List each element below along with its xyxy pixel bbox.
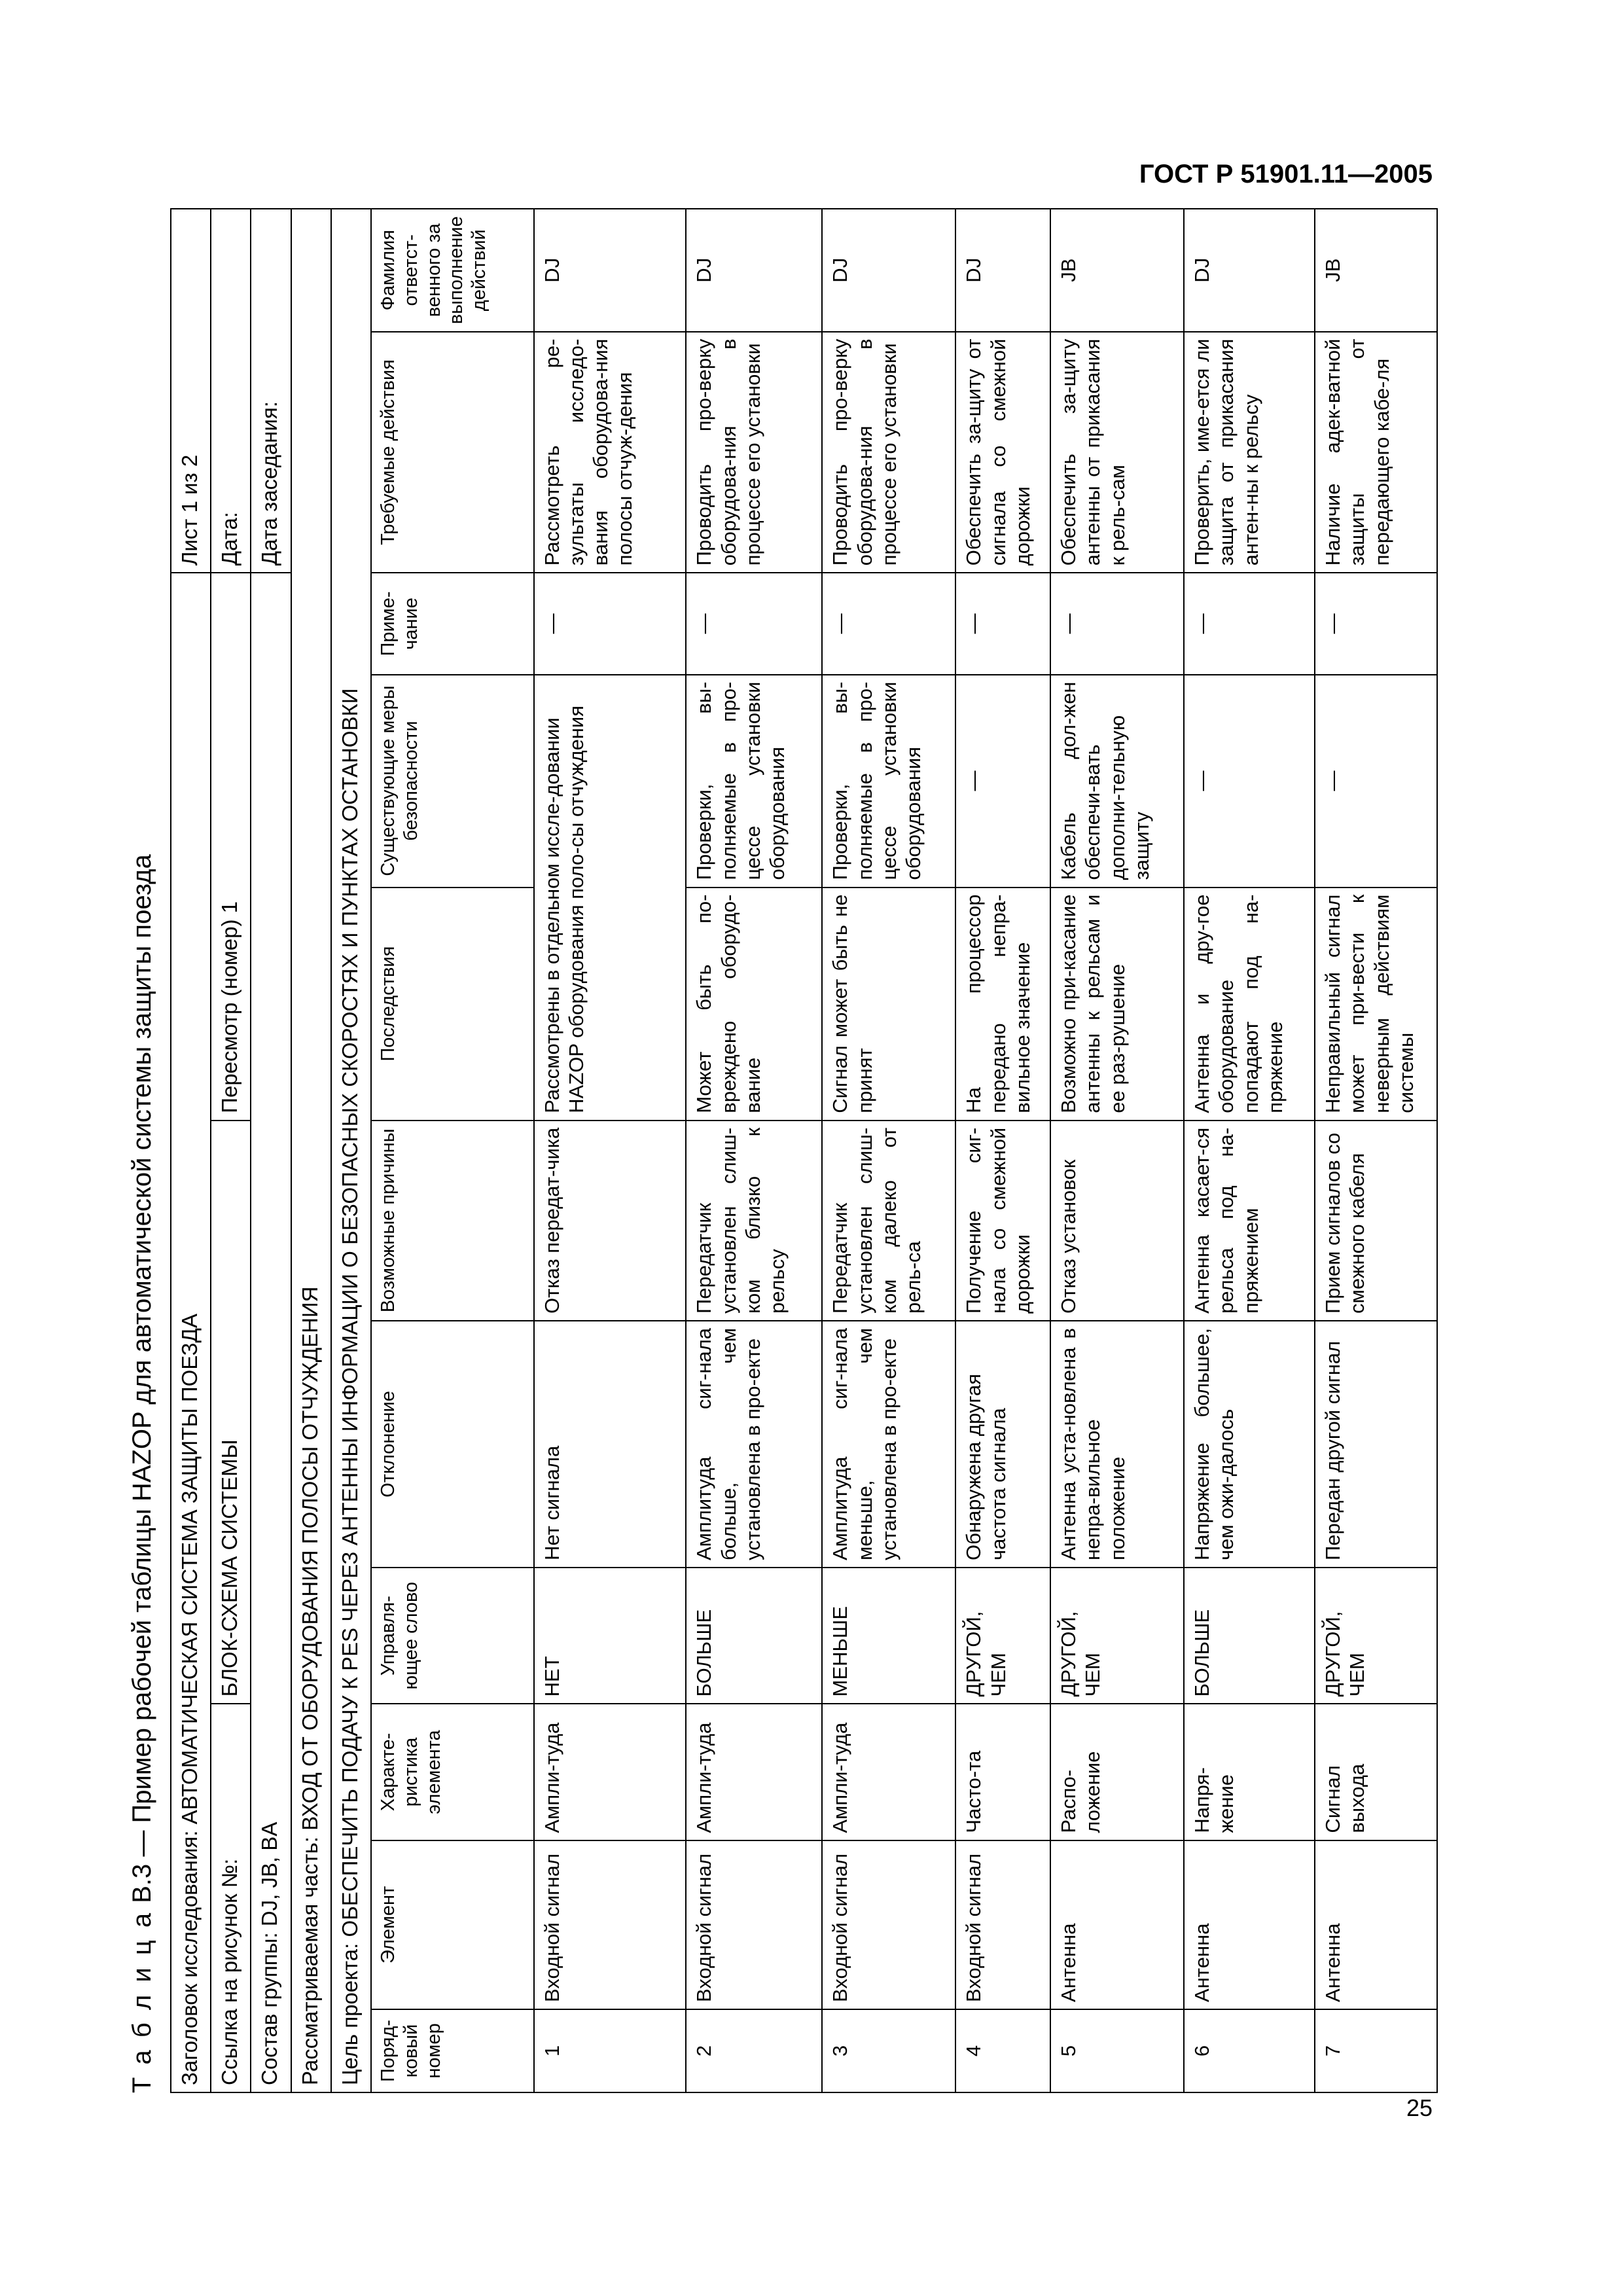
note-cell: — (1184, 573, 1315, 674)
caption-prefix: Т а б л и ц а (128, 1910, 156, 2093)
sheet-number: Лист 1 из 2 (171, 209, 211, 573)
deviation-cell: Напряжение большее, чем ожи-далось (1184, 1321, 1315, 1568)
guide-word-cell: НЕТ (534, 1568, 687, 1704)
deviation-cell: Обнаружена другая частота сигнала (955, 1321, 1050, 1568)
note-cell: — (1315, 573, 1437, 674)
note-cell: — (955, 573, 1050, 674)
causes-cell: Отказ передат-чика (534, 1121, 687, 1321)
row-number: 1 (534, 2009, 687, 2092)
attribute-cell: Ампли-туда (534, 1704, 687, 1840)
guide-word-cell: МЕНЬШЕ (822, 1568, 955, 1704)
table-row (822, 209, 955, 2092)
element-cell: Входной сигнал (955, 1840, 1050, 2009)
element-cell: Входной сигнал (822, 1840, 955, 2009)
table-row (1315, 209, 1437, 2092)
responsible-cell: DJ (534, 209, 687, 332)
guide-word-cell: ДРУГОЙ, ЧЕМ (1050, 1568, 1184, 1704)
page-number: 25 (1406, 2094, 1433, 2121)
causes-cell: Передатчик установлен слиш-ком близко к рельсу (686, 1121, 822, 1321)
guide-word-cell: БОЛЬШЕ (686, 1568, 822, 1704)
col-header: Элемент (371, 1840, 534, 2009)
col-header: Приме-чание (371, 573, 534, 674)
safeguards-cell: — (1184, 675, 1315, 888)
consequences-cell: Сигнал может быть не принят (822, 888, 955, 1121)
deviation-cell: Амплитуда сиг-нала больше, чем установлена в про-екте (686, 1321, 822, 1568)
table-row (534, 209, 687, 2092)
responsible-cell: DJ (686, 209, 822, 332)
responsible-cell: DJ (822, 209, 955, 332)
actions-cell: Обеспечить за-щиту от сигнала со смежной дорожки (955, 332, 1050, 573)
row-number: 2 (686, 2009, 822, 2092)
attribute-cell: Ампли-туда (822, 1704, 955, 1840)
consequences-cell: На процессор передано непра-вильное значение (955, 888, 1050, 1121)
row-number: 3 (822, 2009, 955, 2092)
safeguards-cell: — (955, 675, 1050, 888)
note-cell: — (822, 573, 955, 674)
element-cell: Антенна (1315, 1840, 1437, 2009)
deviation-cell: Антенна уста-новлена в непра-вильное положение (1050, 1321, 1184, 1568)
design-intent: Цель проекта: ОБЕСПЕЧИТЬ ПОДАЧУ К PES ЧЕРЕЗ АНТЕННЫ ИНФОРМАЦИИ О БЕЗОПАСНЫХ СКОРОСТЯХ И ПУНКТАХ ОСТАНОВКИ (331, 209, 371, 2092)
caption-text: В.3 — Пример рабочей таблицы HAZOP для автоматической системы защиты поезда (128, 854, 156, 1910)
col-header: Характе-ристика элемента (371, 1704, 534, 1840)
deviation-cell: Амплитуда сиг-нала меньше, чем установлена в про-екте (822, 1321, 955, 1568)
attribute-cell: Ампли-туда (686, 1704, 822, 1840)
element-cell: Антенна (1184, 1840, 1315, 2009)
row-number: 5 (1050, 2009, 1184, 2092)
guide-word-cell: БОЛЬШЕ (1184, 1568, 1315, 1704)
causes-cell: Прием сигналов со смежного кабеля (1315, 1121, 1437, 1321)
row-number: 6 (1184, 2009, 1315, 2092)
revision: Пересмотр (номер) 1 (211, 573, 251, 1120)
row-number: 7 (1315, 2009, 1437, 2092)
note-cell: — (686, 573, 822, 674)
row-number: 4 (955, 2009, 1050, 2092)
consequences-cell: Может быть по-вреждено оборудо-вание (686, 888, 822, 1121)
element-cell: Входной сигнал (686, 1840, 822, 2009)
responsible-cell: JB (1315, 209, 1437, 332)
part-considered: Рассматриваемая часть: ВХОД ОТ ОБОРУДОВАНИЯ ПОЛОСЫ ОТЧУЖДЕНИЯ (291, 209, 331, 2092)
consequences-cell: Неправильный сигнал может при-вести к неверным действиям системы (1315, 888, 1437, 1121)
responsible-cell: DJ (1184, 209, 1315, 332)
col-header: Поряд-ковый номер (371, 2009, 534, 2092)
actions-cell: Проводить про-верку оборудова-ния в процессе его установки (822, 332, 955, 573)
causes-cell: Передатчик установлен слиш-ком далеко от рель-са (822, 1121, 955, 1321)
date: Дата: (211, 209, 251, 573)
study-title: Заголовок исследования: АВТОМАТИЧЕСКАЯ СИСТЕМА ЗАЩИТЫ ПОЕЗДА (171, 573, 211, 2092)
consequences-cell: Рассмотрены в отдельном иссле-довании HAZOP оборудования поло-сы отчуждения (534, 675, 687, 1121)
table-row (686, 209, 822, 2092)
safeguards-cell: Проверки, вы-полняемые в про-цессе установки оборудования (822, 675, 955, 888)
col-header: Возможные причины (371, 1121, 534, 1321)
deviation-cell: Передан другой сигнал (1315, 1321, 1437, 1568)
causes-cell: Антенна касает-ся рельса под на-пряжением (1184, 1121, 1315, 1321)
element-cell: Входной сигнал (534, 1840, 687, 2009)
table-row (1184, 209, 1315, 2092)
actions-cell: Рассмотреть ре-зультаты исследо-вания оборудова-ния полосы отчуж-дения (534, 332, 687, 573)
responsible-cell: JB (1050, 209, 1184, 332)
col-header: Последствия (371, 888, 534, 1121)
attribute-cell: Сигнал выхода (1315, 1704, 1437, 1840)
hazop-table (170, 208, 1438, 2093)
guide-word-cell: ДРУГОЙ, ЧЕМ (1315, 1568, 1437, 1704)
col-header: Управля-ющее слово (371, 1568, 534, 1704)
causes-cell: Получение сиг-нала со смежной дорожки (955, 1121, 1050, 1321)
rotated-table-block (114, 195, 1438, 2093)
attribute-cell: Распо-ложение (1050, 1704, 1184, 1840)
safeguards-cell: — (1315, 675, 1437, 888)
actions-cell: Проверить, име-ется ли защита от прикасания антен-ны к рельсу (1184, 332, 1315, 573)
table-row (1050, 209, 1184, 2092)
guide-word-cell: ДРУГОЙ, ЧЕМ (955, 1568, 1050, 1704)
col-header: Существующие меры безопасности (371, 675, 534, 888)
document-header: ГОСТ Р 51901.11—2005 (1139, 160, 1433, 188)
drawing-name: БЛОК-СХЕМА СИСТЕМЫ (211, 1121, 251, 1704)
col-header: Отклонение (371, 1321, 534, 1568)
consequences-cell: Антенна и дру-гое оборудование попадают под на-пряжение (1184, 888, 1315, 1121)
actions-cell: Проводить про-верку оборудова-ния в процессе его установки (686, 332, 822, 573)
team: Состав группы: DJ, JB, BA (251, 573, 291, 2092)
col-header: Фамилия ответст-венного за выполнение действий (371, 209, 534, 332)
col-header: Требуемые действия (371, 332, 534, 573)
attribute-cell: Часто-та (955, 1704, 1050, 1840)
consequences-cell: Возможно при-касание антенны к рельсам и ее раз-рушение (1050, 888, 1184, 1121)
note-cell: — (534, 573, 687, 674)
causes-cell: Отказ установок (1050, 1121, 1184, 1321)
table-caption (114, 195, 170, 2093)
attribute-cell: Напря-жение (1184, 1704, 1315, 1840)
responsible-cell: DJ (955, 209, 1050, 332)
table-row (955, 209, 1050, 2092)
safeguards-cell: Проверки, вы-полняемые в про-цессе установки оборудования (686, 675, 822, 888)
element-cell: Антенна (1050, 1840, 1184, 2009)
safeguards-cell: Кабель дол-жен обеспечи-вать дополни-тельную защиту (1050, 675, 1184, 888)
meeting-date: Дата заседания: (251, 209, 291, 573)
actions-cell: Наличие адек-ватной защиты от передающего кабе-ля (1315, 332, 1437, 573)
drawing-ref: Ссылка на рисунок №: (211, 1704, 251, 2092)
actions-cell: Обеспечить за-щиту антенны от прикасания к рель-сам (1050, 332, 1184, 573)
deviation-cell: Нет сигнала (534, 1321, 687, 1568)
note-cell: — (1050, 573, 1184, 674)
